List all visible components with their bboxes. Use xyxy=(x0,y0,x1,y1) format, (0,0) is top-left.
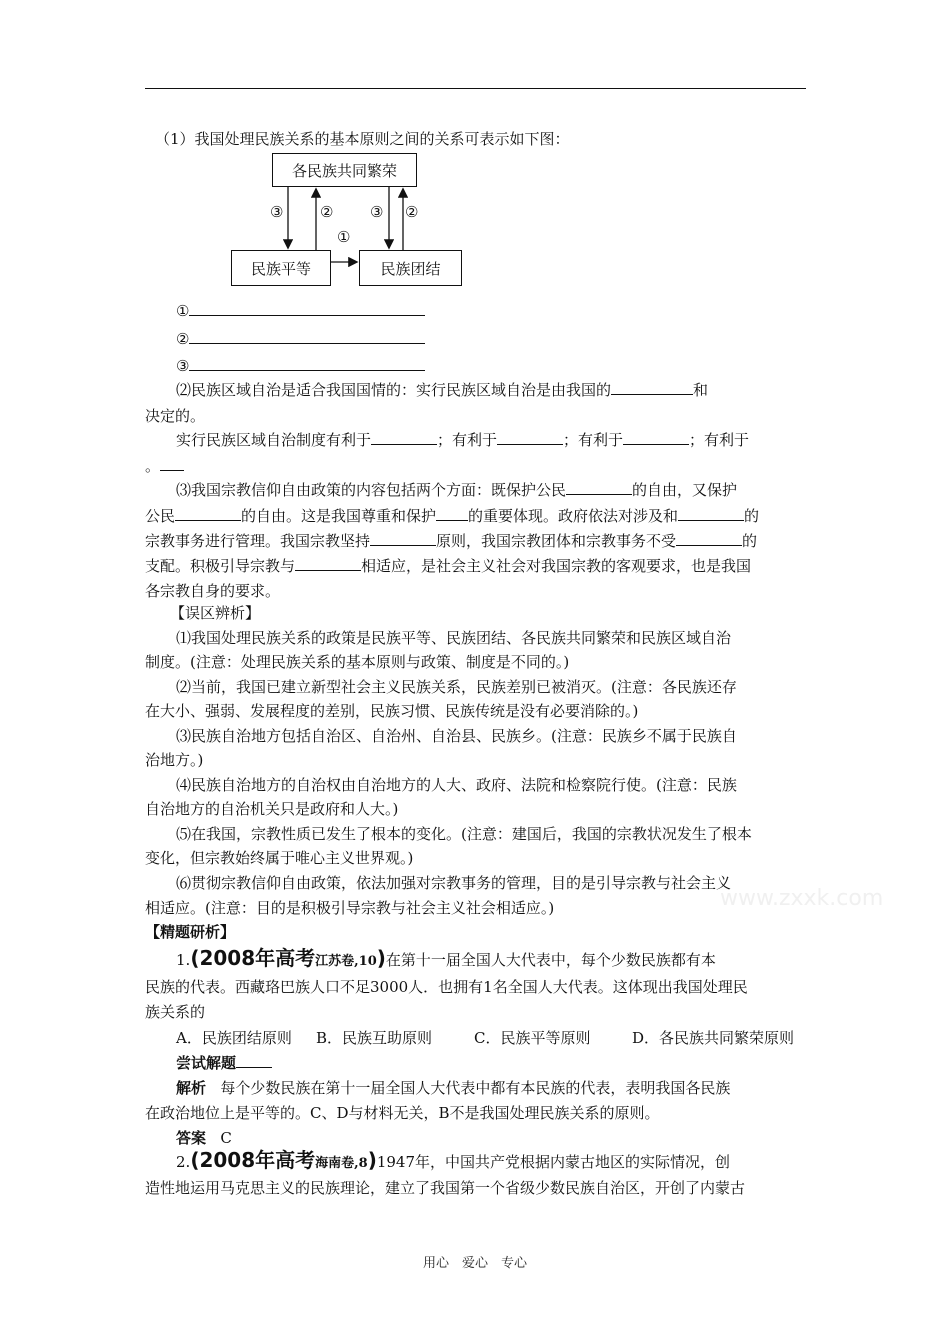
misconception-line: ⑶民族自治地方包括自治区、自治州、自治县、民族乡。(注意：民族乡不属于民族自 xyxy=(176,727,737,745)
q3-line3: 宗教事务进行管理。我国宗教坚持 原则，我国宗教团体和宗教事务不受 的 xyxy=(145,532,758,550)
misconception-line: 自治地方的自治机关只是政府和人大。) xyxy=(145,800,399,818)
fill-line-1: ① xyxy=(176,301,425,321)
watermark: www.zxxk.com xyxy=(720,886,884,911)
q1-intro: （1）我国处理民族关系的基本原则之间的关系可表示如下图： xyxy=(155,130,570,148)
misconception-line: ⑴我国处理民族关系的政策是民族平等、民族团结、各民族共同繁荣和民族区域自治 xyxy=(176,629,732,647)
explain-line2: 在政治地位上是平等的。C、D与材料无关，B不是我国处理民族关系的原则。 xyxy=(145,1104,660,1122)
q2-line1: ⑵民族区域自治是适合我国国情的：实行民族区域自治是由我国的 和 xyxy=(176,381,709,399)
answer-line: 答案 C xyxy=(176,1129,232,1147)
arrow-label-3-left: ③ xyxy=(270,203,284,221)
q3-line5: 各宗教自身的要求。 xyxy=(145,582,281,600)
misconceptions-heading: 【误区辨析】 xyxy=(170,604,261,622)
analysis-heading: 【精题研析】 xyxy=(145,923,236,941)
option-b: B．民族互助原则 xyxy=(316,1029,433,1047)
explain-line1: 解析 每个少数民族在第十一届全国人大代表中都有本民族的代表，表明我国各民族 xyxy=(176,1079,731,1097)
misconception-line: 变化，但宗教始终属于唯心主义世界观。) xyxy=(145,849,414,867)
try-line: 尝试解题 xyxy=(176,1053,272,1073)
option-a: A．民族团结原则 xyxy=(176,1029,292,1047)
misconception-line: ⑹贯彻宗教信仰自由政策，依法加强对宗教事务的管理，目的是引导宗教与社会主义 xyxy=(176,874,732,892)
q3-line4: 支配。积极引导宗教与 相适应，是社会主义社会对我国宗教的客观要求，也是我国 xyxy=(145,557,752,575)
item1-line2: 民族的代表。西藏珞巴族人口不足3000人．也拥有1名全国人大代表。这体现出我国处理民 xyxy=(145,978,748,996)
misconception-line: 制度。(注意：处理民族关系的基本原则与政策、制度是不同的。) xyxy=(145,653,570,671)
misconception-line: 在大小、强弱、发展程度的差别，民族习惯、民族传统是没有必要消除的。) xyxy=(145,702,639,720)
q3-line2: 公民 的自由。这是我国尊重和保护 的重要体现。政府依法对涉及和 的 xyxy=(145,507,760,525)
q2-line2: 决定的。 xyxy=(145,407,206,425)
option-d: D．各民族共同繁荣原则 xyxy=(632,1029,795,1047)
item1-line1: 1.(2008年高考江苏卷,10)在第十一届全国人大代表中，每个少数民族都有本 xyxy=(176,946,716,970)
item2-line1: 2.(2008年高考海南卷,8)1947年，中国共产党根据内蒙古地区的实际情况，创 xyxy=(176,1148,731,1172)
q2-line3: 实行民族区域自治制度有利于 ；有利于 ；有利于 ；有利于 xyxy=(176,431,750,449)
misconception-line: ⑸在我国，宗教性质已发生了根本的变化。(注意：建国后，我国的宗教状况发生了根本 xyxy=(176,825,752,843)
box-common-prosperity: 各民族共同繁荣 xyxy=(272,153,417,187)
arrow-label-3-right: ③ xyxy=(370,203,384,221)
arrow-label-1: ① xyxy=(337,228,351,246)
diagram-arrows xyxy=(0,0,950,300)
q2-line4: 。 xyxy=(145,456,184,476)
misconception-line: 相适应。(注意：目的是积极引导宗教与社会主义社会相适应。) xyxy=(145,899,555,917)
arrow-label-2-left: ② xyxy=(320,203,334,221)
box-equality: 民族平等 xyxy=(231,250,331,286)
misconception-line: ⑷民族自治地方的自治权由自治地方的人大、政府、法院和检察院行使。(注意：民族 xyxy=(176,776,737,794)
item2-line2: 造性地运用马克思主义的民族理论，建立了我国第一个省级少数民族自治区，开创了内蒙古 xyxy=(145,1179,746,1197)
misconception-line: ⑵当前，我国已建立新型社会主义民族关系，民族差别已被消灭。(注意：各民族还存 xyxy=(176,678,737,696)
option-c: C．民族平等原则 xyxy=(474,1029,591,1047)
misconception-line: 治地方。) xyxy=(145,751,204,769)
fill-line-3: ③ xyxy=(176,356,425,376)
q3-line1: ⑶我国宗教信仰自由政策的内容包括两个方面：既保护公民 的自由，又保护 xyxy=(176,481,738,499)
fill-line-2: ② xyxy=(176,329,425,349)
item1-line3: 族关系的 xyxy=(145,1003,206,1021)
box-unity: 民族团结 xyxy=(359,250,462,286)
page-footer: 用心 爱心 专心 xyxy=(422,1256,527,1271)
arrow-label-2-right: ② xyxy=(405,203,419,221)
